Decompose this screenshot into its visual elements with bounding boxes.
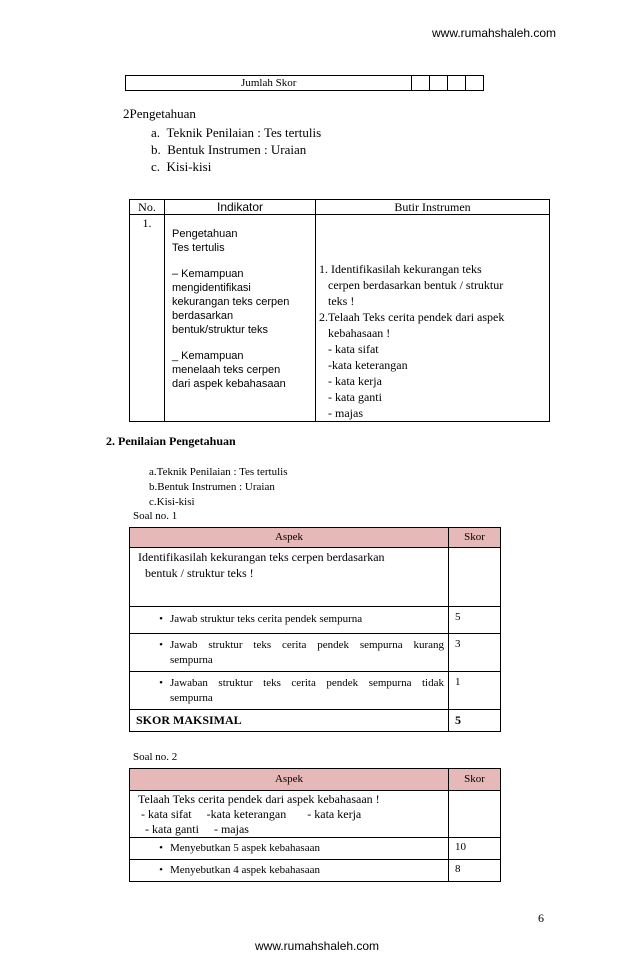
soal1-question-line: Identifikasilah kekurangan teks cerpen berdasarkan (138, 550, 385, 564)
soal1-criterion-score: 3 (449, 634, 501, 672)
soal2-table (129, 768, 501, 882)
indikator-line: berdasarkan (172, 310, 234, 322)
soal2-question-line: - kata sifat -kata keterangan - kata kerja (141, 807, 362, 821)
criterion-text: Jawab struktur teks cerita pendek sempurna (170, 613, 363, 625)
indikator-line: Pengetahuan (172, 228, 238, 240)
section1-item: c. Kisi-kisi (151, 159, 212, 174)
section2-title: 2. Penilaian Pengetahuan (106, 434, 236, 448)
soal1-criterion-score: 1 (449, 672, 501, 710)
butir-line: kebahasaan ! (328, 326, 391, 340)
section2-item: b.Bentuk Instrumen : Uraian (149, 481, 275, 493)
butir-line: - majas (328, 406, 363, 420)
soal1-question-line: bentuk / struktur teks ! (145, 566, 254, 580)
soal2-criterion (130, 838, 449, 860)
soal1-table (129, 527, 501, 732)
soal2-header-aspek: Aspek (130, 769, 449, 791)
criterion-text: sempurna (170, 654, 213, 666)
soal1-max-score: 5 (449, 710, 501, 732)
soal1-header-skor: Skor (449, 528, 501, 548)
score-cell (466, 76, 484, 91)
butir-line: - kata sifat (328, 342, 379, 356)
indikator-line: mengidentifikasi (172, 282, 251, 294)
soal1-criterion (130, 607, 449, 634)
indikator-line: bentuk/struktur teks (172, 324, 268, 336)
header-no: No. (130, 200, 165, 215)
header-indikator: Indikator (165, 200, 316, 215)
page-number: 6 (538, 911, 544, 925)
bullet-icon: • (159, 639, 163, 651)
soal2-header-skor: Skor (449, 769, 501, 791)
row-indikator (165, 215, 316, 422)
bullet-icon: • (159, 864, 163, 876)
jumlah-skor-table (125, 75, 484, 91)
indikator-line: – Kemampuan (172, 268, 244, 280)
soal1-header-aspek: Aspek (130, 528, 449, 548)
soal2-question (130, 791, 449, 838)
soal1-question (130, 548, 449, 607)
header-butir: Butir Instrumen (316, 200, 550, 215)
footer-url[interactable]: www.rumahshaleh.com (255, 939, 380, 953)
header-url[interactable]: www.rumahshaleh.com (432, 26, 557, 40)
section1-item: b. Bentuk Instrumen : Uraian (151, 142, 307, 157)
indikator-line: dari aspek kebahasaan (172, 378, 286, 390)
section2-item: a.Teknik Penilaian : Tes tertulis (149, 466, 288, 478)
bullet-icon: • (159, 677, 163, 689)
criterion-text: Jawaban struktur teks cerita pendek sempurna tidak (170, 677, 444, 689)
section1-title: 2Pengetahuan (123, 106, 196, 121)
indikator-line: Tes tertulis (172, 242, 225, 254)
criterion-text: Jawab struktur teks cerita pendek sempurna kurang (170, 639, 444, 651)
row-butir (316, 215, 550, 422)
butir-line: - kata ganti (328, 390, 382, 404)
soal1-max-label: SKOR MAKSIMAL (130, 710, 449, 732)
soal1-question-score (449, 548, 501, 607)
indikator-line: kekurangan teks cerpen (172, 296, 290, 308)
jumlah-skor-label: Jumlah Skor (126, 76, 412, 91)
soal2-question-score (449, 791, 501, 838)
soal2-criterion-score: 10 (449, 838, 501, 860)
criterion-text: Menyebutkan 4 aspek kebahasaan (170, 864, 320, 876)
score-cell (448, 76, 466, 91)
soal2-criterion-score: 8 (449, 860, 501, 882)
butir-line: cerpen berdasarkan bentuk / struktur (328, 278, 504, 292)
soal2-label: Soal no. 2 (133, 751, 178, 763)
butir-line: 1. Identifikasilah kekurangan teks (319, 262, 482, 276)
criterion-text: Menyebutkan 5 aspek kebahasaan (170, 842, 320, 854)
indikator-line: _ Kemampuan (172, 350, 244, 362)
soal1-criterion (130, 634, 449, 672)
soal2-question-line: - kata ganti - majas (145, 822, 249, 836)
section1-item: a. Teknik Penilaian : Tes tertulis (151, 125, 322, 140)
indikator-line: menelaah teks cerpen (172, 364, 281, 376)
section2-item: c.Kisi-kisi (149, 496, 195, 508)
soal1-criterion (130, 672, 449, 710)
soal1-criterion-score: 5 (449, 607, 501, 634)
soal1-label: Soal no. 1 (133, 510, 178, 522)
butir-line: 2.Telaah Teks cerita pendek dari aspek (319, 310, 505, 324)
butir-line: -kata keterangan (328, 358, 408, 372)
score-cell (430, 76, 448, 91)
row-no: 1. (130, 215, 165, 422)
butir-line: - kata kerja (328, 374, 382, 388)
butir-line: teks ! (328, 294, 355, 308)
score-cell (412, 76, 430, 91)
bullet-icon: • (159, 613, 163, 625)
criterion-text: sempurna (170, 692, 213, 704)
soal2-question-line: Telaah Teks cerita pendek dari aspek kebahasaan ! (138, 792, 380, 806)
kisi-kisi-table (129, 199, 550, 422)
bullet-icon: • (159, 842, 163, 854)
soal2-criterion (130, 860, 449, 882)
